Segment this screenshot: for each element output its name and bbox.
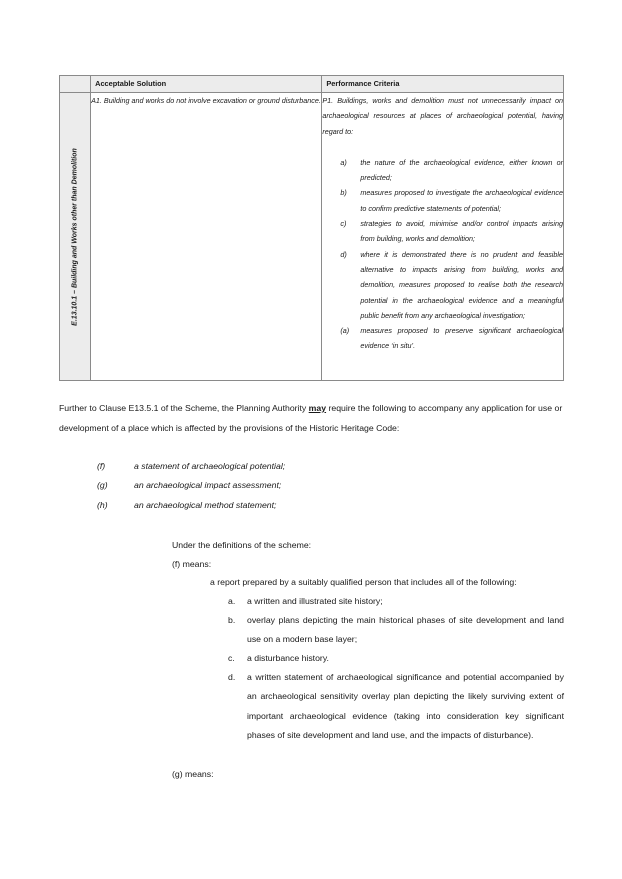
table-header-row bbox=[60, 76, 564, 93]
list-item bbox=[322, 155, 563, 186]
performance-intro: P1. Buildings, works and demolition must not unnecessarily impact on archaeological resources at places of archaeological potential, having regard to: bbox=[322, 96, 563, 136]
f-means-label: (f) means: bbox=[172, 559, 212, 570]
clause-label-cell bbox=[60, 93, 91, 381]
criteria-label: d) bbox=[340, 249, 347, 259]
list-item bbox=[228, 649, 564, 668]
criteria-label: a) bbox=[340, 157, 347, 167]
item-label: c. bbox=[228, 653, 235, 664]
intro-paragraph bbox=[59, 399, 564, 438]
list-item bbox=[228, 592, 564, 611]
criteria-text: measures proposed to preserve significant archaeological evidence ‘in situ’. bbox=[360, 326, 563, 351]
item-text: a written statement of archaeological significance and potential accompanied by an archaeological sensitivity overlay plan depicting the likely surviving extent of important archaeological evidence (taking into consideration key significant phases of site development and land use, and the impacts of disturbance). bbox=[247, 672, 564, 740]
list-item bbox=[59, 496, 285, 515]
performance-criteria-cell bbox=[322, 93, 564, 381]
item-label: (f) bbox=[97, 461, 106, 471]
item-text: a disturbance history. bbox=[247, 653, 329, 664]
item-label: (g) bbox=[97, 480, 108, 491]
list-item bbox=[59, 476, 285, 495]
header-acceptable-solution: Acceptable Solution bbox=[91, 76, 322, 93]
list-item bbox=[228, 668, 564, 744]
paragraph-emphasis: may bbox=[308, 403, 327, 413]
item-label: a. bbox=[228, 596, 236, 606]
item-text: an archaeological impact assessment; bbox=[134, 480, 282, 491]
item-text: a statement of archaeological potential; bbox=[134, 461, 286, 471]
item-text: overlay plans depicting the main historical phases of site development and land use on a modern base layer; bbox=[247, 615, 564, 645]
item-label: (h) bbox=[97, 499, 108, 510]
clause-label: E.13.10.1 – Building and Works other than Demolition bbox=[71, 147, 79, 326]
list-item bbox=[322, 185, 563, 216]
list-item bbox=[322, 216, 563, 247]
definitions-heading: Under the definitions of the scheme: bbox=[172, 540, 312, 550]
report-contents-list bbox=[228, 592, 564, 745]
list-item bbox=[322, 323, 563, 354]
item-text: a written and illustrated site history; bbox=[247, 596, 383, 606]
list-item bbox=[59, 457, 285, 476]
criteria-list bbox=[322, 155, 563, 354]
list-item bbox=[228, 611, 564, 649]
required-items-list bbox=[59, 457, 285, 515]
criteria-label: (a) bbox=[340, 326, 350, 336]
g-means-label: (g) means: bbox=[172, 769, 214, 779]
criteria-label: c) bbox=[340, 219, 347, 229]
header-performance-criteria: Performance Criteria bbox=[322, 76, 564, 93]
table-row bbox=[60, 93, 564, 381]
criteria-text: measures proposed to investigate the archaeological evidence to confirm predictive statements of potential; bbox=[360, 188, 563, 213]
item-label: b. bbox=[228, 615, 236, 626]
item-text: an archaeological method statement; bbox=[134, 499, 277, 510]
acceptable-solution-text: A1. Building and works do not involve excavation or ground disturbance. bbox=[91, 96, 321, 105]
definitions-block bbox=[172, 536, 311, 574]
paragraph-before: Further to Clause E13.5.1 of the Scheme, the Planning Authority bbox=[59, 403, 309, 413]
list-item bbox=[322, 247, 563, 323]
acceptable-solution-cell bbox=[91, 93, 322, 381]
criteria-text: strategies to avoid, minimise and/or control impacts arising from building, works and demolition; bbox=[360, 219, 563, 244]
criteria-text: the nature of the archaeological evidence, either known or predicted; bbox=[360, 157, 563, 183]
criteria-table bbox=[59, 75, 564, 381]
report-intro: a report prepared by a suitably qualified person that includes all of the following: bbox=[210, 577, 517, 587]
table-header-blank bbox=[60, 76, 91, 93]
criteria-label: b) bbox=[340, 188, 347, 198]
criteria-text: where it is demonstrated there is no prudent and feasible alternative to impacts arising from building, works and demolition, measures proposed to realise both the research potential in the archaeological evidence and a meaningful public benefit from any archaeological investigation; bbox=[360, 249, 563, 320]
paragraph-after: require the following to accompany any application for use or development of a place which is affected by the provisions of the Historic Heritage Code: bbox=[59, 403, 563, 433]
item-label: d. bbox=[228, 672, 236, 683]
